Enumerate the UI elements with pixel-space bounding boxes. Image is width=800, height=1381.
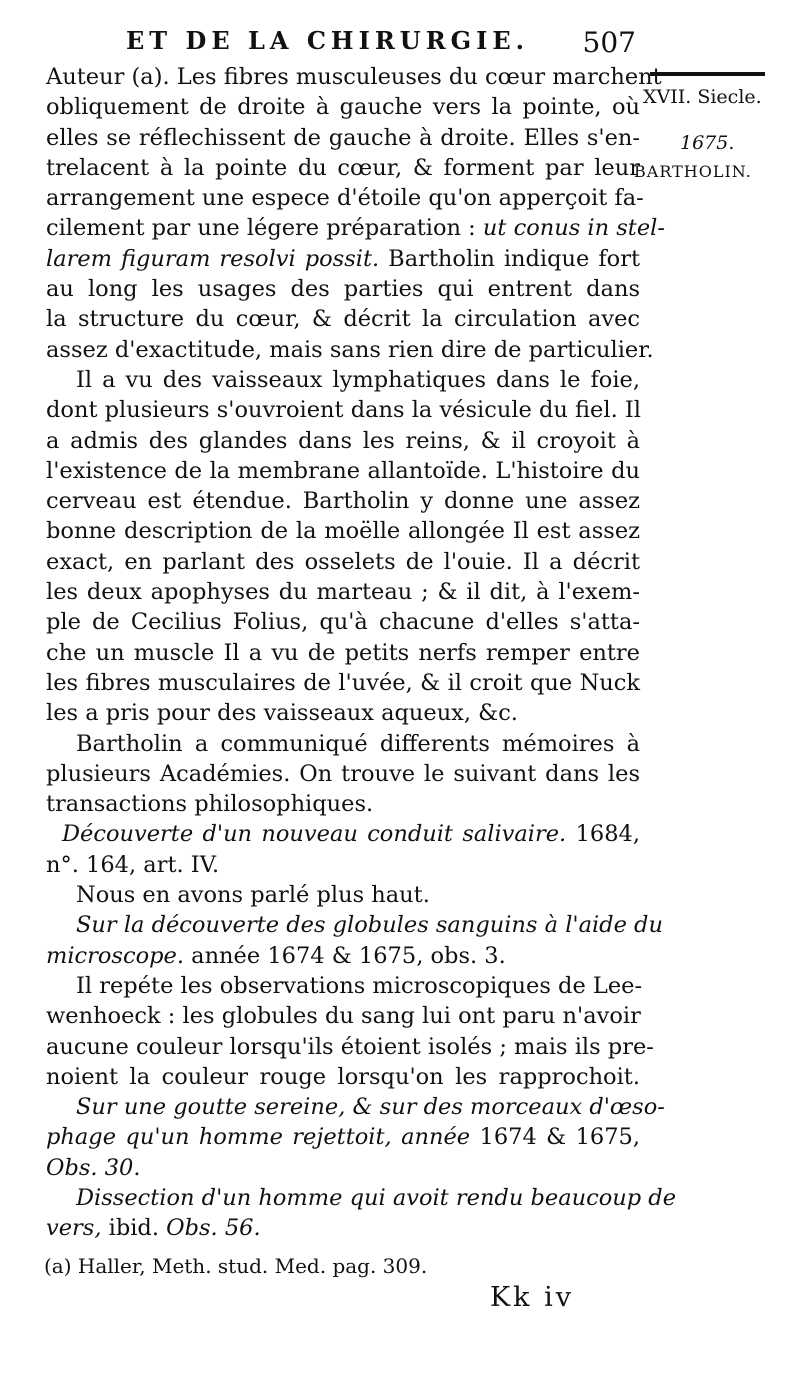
running-head: ET DE LA CHIRURGIE. bbox=[126, 26, 530, 55]
signature-mark: Kk iv bbox=[490, 1282, 575, 1313]
text-line: plusieurs Académies. On trouve le suivant dans les bbox=[46, 760, 640, 787]
text-line: trelacent à la pointe du cœur, & forment par leur bbox=[46, 154, 640, 181]
text-line: ple de Cecilius Folius, qu'à chacune d'elles s'atta- bbox=[46, 609, 640, 636]
text-line: microscope. année 1674 & 1675, obs. 3. bbox=[46, 942, 506, 969]
text-line: obliquement de droite à gauche vers la pointe, où bbox=[46, 94, 640, 121]
text-line: Bartholin a communiqué differents mémoires à bbox=[76, 730, 640, 757]
text-line: phage qu'un homme rejettoit, année 1674 & 1675, bbox=[46, 1124, 641, 1151]
text-line: noient la couleur rouge lorsqu'on les rapprochoit. bbox=[46, 1063, 640, 1090]
text-line: l'existence de la membrane allantoïde. L'histoire du bbox=[46, 457, 640, 484]
text-line: arrangement une espece d'étoile qu'on apperçoit fa- bbox=[46, 185, 644, 212]
margin-rule bbox=[650, 72, 765, 76]
text-line: Découverte d'un nouveau conduit salivaire. 1684, bbox=[62, 821, 640, 848]
text-line: a admis des glandes dans les reins, & il croyoit à bbox=[46, 427, 640, 454]
text-line: aucune couleur lorsqu'ils étoient isolés ; mais ils pre- bbox=[46, 1033, 654, 1060]
text-line: Il a vu des vaisseaux lymphatiques dans le foie, bbox=[76, 366, 640, 393]
text-line: wenhoeck : les globules du sang lui ont paru n'avoir bbox=[46, 1003, 641, 1030]
text-line: che un muscle Il a vu de petits nerfs remper entre bbox=[46, 639, 640, 666]
text-line: assez d'exactitude, mais sans rien dire de particulier. bbox=[46, 336, 654, 363]
text-line: Dissection d'un homme qui avoit rendu beaucoup de bbox=[76, 1184, 677, 1211]
text-line: les deux apophyses du marteau ; & il dit, à l'exem- bbox=[46, 579, 640, 606]
text-line: exact, en parlant des osselets de l'ouie. Il a décrit bbox=[46, 548, 640, 575]
text-line: Auteur (a). Les fibres musculeuses du cœur marchent bbox=[46, 64, 662, 90]
page-header bbox=[126, 26, 636, 58]
margin-author-name: BARTHOLIN. bbox=[634, 162, 752, 181]
text-line: cerveau est étendue. Bartholin y donne une assez bbox=[46, 488, 640, 515]
text-line: Sur une goutte sereine, & sur des morceaux d'œso- bbox=[76, 1094, 665, 1121]
text-line: n°. 164, art. IV. bbox=[46, 851, 220, 878]
text-line: vers, ibid. Obs. 56. bbox=[46, 1215, 261, 1242]
margin-century: XVII. Siecle. bbox=[643, 86, 762, 108]
text-line: la structure du cœur, & décrit la circulation avec bbox=[46, 306, 640, 333]
footnote: (a) Haller, Meth. stud. Med. pag. 309. bbox=[44, 1254, 428, 1278]
text-line: bonne description de la moëlle allongée Il est assez bbox=[46, 518, 640, 545]
text-line: dont plusieurs s'ouvroient dans la vésicule du fiel. Il bbox=[46, 397, 641, 424]
text-line: les a pris pour des vaisseaux aqueux, &c. bbox=[46, 700, 518, 727]
body-text bbox=[46, 62, 677, 1244]
margin-year: 1675. bbox=[680, 132, 735, 154]
text-line: cilement par une légere préparation : ut conus in stel- bbox=[46, 215, 665, 242]
text-line: Nous en avons parlé plus haut. bbox=[76, 882, 430, 909]
text-line: au long les usages des parties qui entrent dans bbox=[46, 276, 640, 303]
text-line: Sur la découverte des globules sanguins à l'aide du bbox=[76, 912, 663, 939]
page-number: 507 bbox=[582, 26, 636, 59]
text-line: Il repéte les observations microscopiques de Lee- bbox=[76, 972, 643, 999]
text-line: larem figuram resolvi possit. Bartholin indique fort bbox=[46, 245, 640, 272]
text-line: elles se réflechissent de gauche à droite. Elles s'en- bbox=[46, 124, 640, 151]
text-line: les fibres musculaires de l'uvée, & il croit que Nuck bbox=[46, 669, 640, 696]
text-line: transactions philosophiques. bbox=[46, 791, 374, 818]
text-line: Obs. 30. bbox=[46, 1154, 141, 1181]
